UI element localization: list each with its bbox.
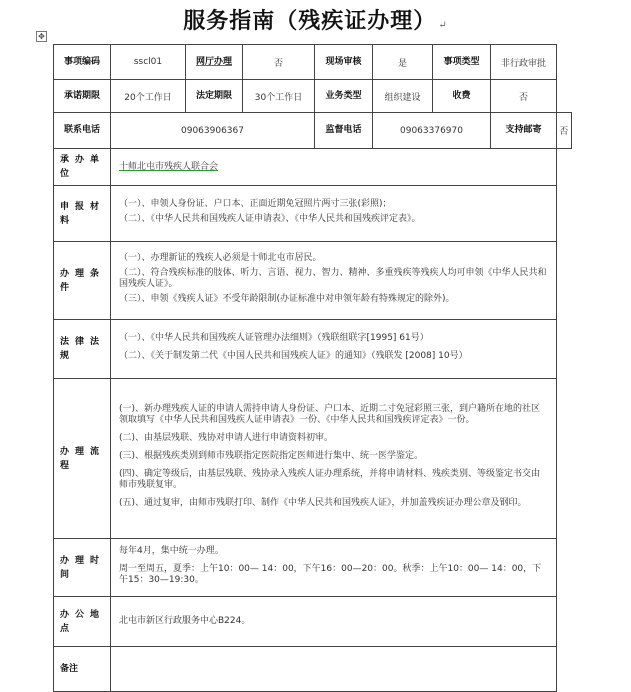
hours-item: 周一至周五，夏季：上午10：00— 14：00，下午16：00—20：00。秋季：上午10：00— 14：00，下午15：30—19:30。 [119, 563, 542, 585]
table-move-handle-icon[interactable]: ✥ [36, 31, 47, 42]
conditions-item: （一）、办理新证的残疾人必须是十师北屯市居民。 [119, 252, 322, 263]
address-value: 北屯市新区行政服务中心B224。 [111, 597, 557, 647]
item-code-value: sscl01 [111, 45, 186, 80]
row-process [54, 379, 572, 539]
process-item: (一)、新办理残疾人证的申请人需持申请人身份证、户口本、近期二寸免冠彩照三张，到户籍所在地的社区领取填写《中华人民共和国残疾人证申请表》一份、《中华人民共和国残疾评定表》一份。 [119, 404, 541, 425]
materials-label: 申报材料 [54, 186, 111, 242]
remark-value [111, 647, 557, 692]
mail-value: 否 [557, 113, 572, 149]
row-conditions [54, 242, 572, 320]
conditions-item: （三）、申领《残疾人证》不受年龄限制(办证标准中对申领年龄有特殊规定的除外)。 [119, 293, 455, 304]
process-item: (四)、确定等级后，由基层残联、残协录入残疾人证办理系统，并将申请材料、残疾类别、等级鉴定书交由师市残联复审。 [119, 469, 541, 490]
online-value: 否 [243, 45, 315, 80]
process-item: (五)、通过复审，由师市残联打印、制作《中华人民共和国残疾人证》，并加盖残疾证办理公章及钢印。 [119, 498, 527, 508]
mail-label: 支持邮寄 [491, 113, 557, 149]
org-value: 十师北屯市残疾人联合会 [119, 161, 219, 172]
laws-label: 法律法规 [54, 320, 111, 379]
conditions-item: （二）、符合残疾标准的肢体、听力、言语、视力、智力、精神、多重残疾等残疾人均可申领《中华人民共和国残疾人证》。 [119, 267, 547, 289]
deadline-value: 20个工作日 [111, 80, 186, 113]
materials-item: （二）、《中华人民共和国残疾人证申请表》、《中华人民共和国残疾评定表》。 [119, 213, 421, 224]
phone-label: 联系电话 [54, 113, 111, 149]
online-label: 网厅办理 [186, 45, 243, 80]
conditions-label: 办理条件 [54, 242, 111, 320]
org-label: 承办单位 [54, 149, 111, 186]
phone-value: 09063906367 [111, 113, 315, 149]
process-label: 办理流程 [54, 379, 111, 539]
legal-value: 30个工作日 [243, 80, 315, 113]
row-org [54, 149, 572, 186]
deadline-label: 承诺期限 [54, 80, 111, 113]
row-materials [54, 186, 572, 242]
laws-item: （一）、《中华人民共和国残疾人证管理办法细则》（残联组联字[1995] 61号） [119, 332, 429, 343]
type-value: 非行政审批 [491, 45, 557, 80]
row-hours [54, 539, 572, 597]
type-label: 事项类型 [433, 45, 491, 80]
remark-label: 备注 [54, 647, 111, 692]
onsite-value: 是 [373, 45, 433, 80]
row-laws [54, 320, 572, 379]
fee-value: 否 [491, 80, 557, 113]
supervise-value: 09063376970 [373, 113, 491, 149]
supervise-label: 监督电话 [315, 113, 373, 149]
row-deadline [54, 80, 572, 113]
paragraph-mark: ↵ [438, 20, 448, 31]
fee-label: 收费 [433, 80, 491, 113]
row-remark [54, 647, 572, 692]
row-address [54, 597, 572, 647]
materials-item: （一）、申领人身份证、户口本、正面近期免冠照片两寸三张(彩照)； [119, 198, 392, 209]
biz-value: 组织建设 [373, 80, 433, 113]
legal-label: 法定期限 [186, 80, 243, 113]
row-item-code [54, 45, 572, 80]
hours-label: 办理时间 [54, 539, 111, 597]
page-title: 服务指南（残疾证办理） ↵ [183, 8, 448, 34]
item-code-label: 事项编码 [54, 45, 111, 80]
process-item: (三)、根据残疾类别到师市残联指定医院指定医师进行集中、统一医学鉴定。 [119, 451, 424, 461]
process-item: (二)、由基层残联、残协对申请人进行申请资料初审。 [119, 433, 334, 443]
hours-item: 每年4月，集中统一办理。 [119, 545, 224, 556]
laws-item: （二）、《关于制发第二代《中国人民共和国残疾人证》的通知》（残联发 [2008] 10号） [119, 350, 468, 361]
service-guide-table [53, 44, 572, 692]
address-label: 办公地点 [54, 597, 111, 647]
biz-label: 业务类型 [315, 80, 373, 113]
onsite-label: 现场审核 [315, 45, 373, 80]
row-phone [54, 113, 572, 149]
